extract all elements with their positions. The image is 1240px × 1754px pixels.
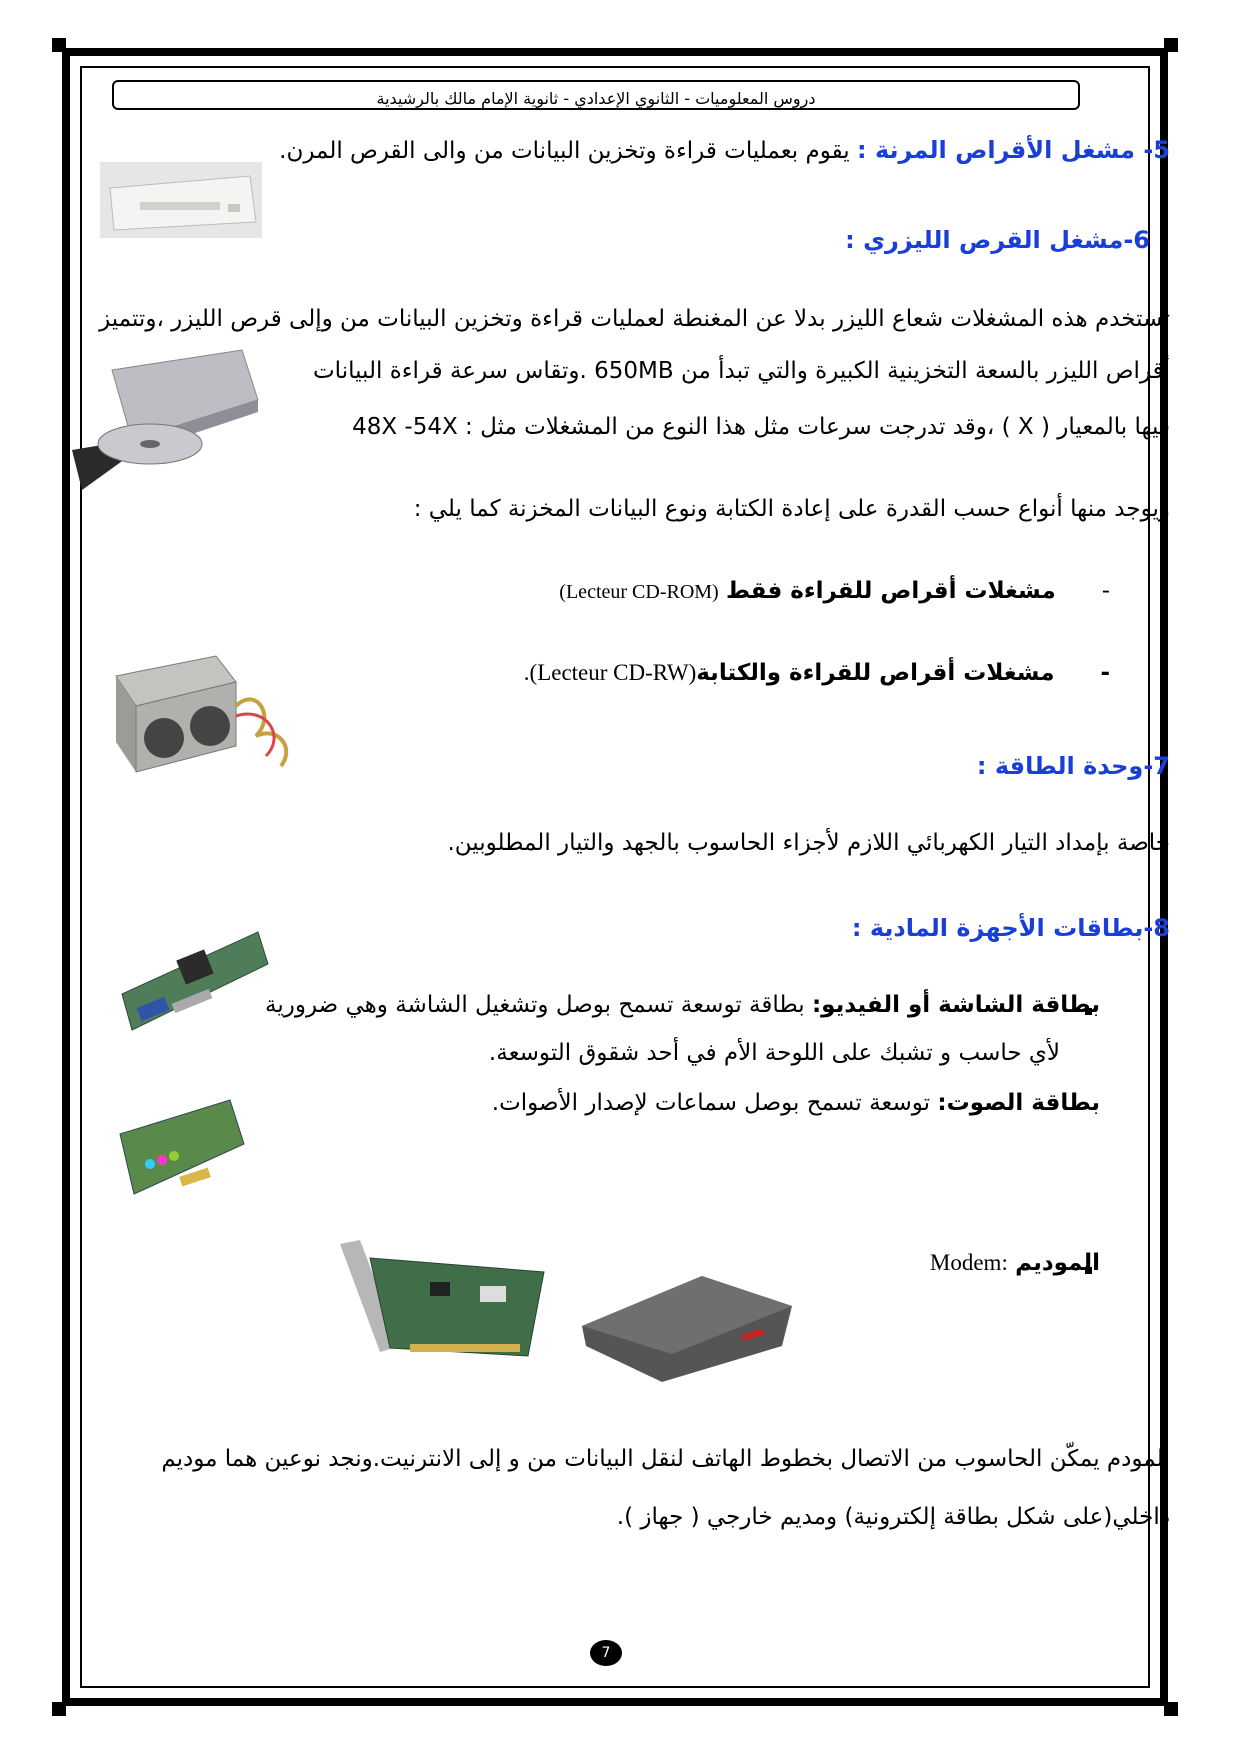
section8-heading: 8-بطاقات الأجهزة المادية : <box>851 914 1170 942</box>
sound-card-text: توسعة تسمح بوصل سماعات لإصدار الأصوات. <box>491 1090 938 1116</box>
section7-text: خاصة بإمداد التيار الكهربائي اللازم لأجزاء الحاسوب بالجهد والتيار المطلوبين. <box>447 830 1170 856</box>
section5-text: يقوم بعمليات قراءة وتخزين البيانات من والى القرص المرن. <box>279 138 857 164</box>
modem-label: الموديم <box>1015 1250 1100 1276</box>
section7-heading-line <box>977 752 1170 780</box>
sound-card-line <box>492 1090 1100 1116</box>
section6-line4: ويوجد منها أنواع حسب القدرة على إعادة الكتابة ونوع البيانات المخزنة كما يلي : <box>413 496 1170 522</box>
section6-line3: فيها بالمعيار ( X ) ،وقد تدرجت سرعات مثل هذا النوع من المشغلات مثل : 48X -54X <box>352 414 1170 440</box>
modem-latin: :Modem <box>929 1250 1008 1275</box>
video-card-image <box>108 924 272 1040</box>
section8-heading-line <box>852 914 1170 942</box>
section6-heading: 6-مشغل القرص الليزري : <box>845 226 1150 254</box>
cdrom-latin: (Lecteur CD-ROM) <box>559 581 719 603</box>
floppy-drive-image <box>100 162 262 238</box>
section6-line2: أقراص الليزر بالسعة التخزينية الكبيرة والتي تبدأ من 650MB .وتقاس سرعة قراءة البيانات <box>313 358 1170 384</box>
cdrw-label: مشغلات أقراص للقراءة والكتابة <box>696 660 1055 686</box>
sound-card-label: بطاقة الصوت: <box>937 1090 1100 1116</box>
section7-heading: 7-وحدة الطاقة : <box>976 752 1170 780</box>
internal-modem-image <box>340 1236 556 1366</box>
section5-heading: 5- مشغل الأقراص المرنة : <box>856 136 1170 164</box>
cdrom-item <box>559 578 1110 604</box>
video-card-line2: لأي حاسب و تشبك على اللوحة الأم في أحد شقوق التوسعة. <box>488 1040 1060 1066</box>
corner-ornament <box>1164 38 1178 52</box>
header-text: دروس المعلوميات - الثانوي الإعدادي - ثانوية الإمام مالك بالرشيدية <box>376 89 816 108</box>
page-number: 7 <box>590 1640 622 1666</box>
cd-drive-image <box>72 340 260 490</box>
cdrom-label: مشغلات أقراص للقراءة فقط <box>726 578 1056 604</box>
section6-line1: تستخدم هذه المشغلات شعاع الليزر بدلا عن المغنطة لعمليات قراءة وتخزين البيانات من وإلى قرص الليزر ،وتتميز <box>99 306 1170 332</box>
section6-heading-line <box>845 226 1150 254</box>
corner-ornament <box>52 1702 66 1716</box>
video-card-text: بطاقة توسعة تسمح بوصل وتشغيل الشاشة وهي ضرورية <box>265 992 812 1018</box>
dash: - <box>1100 660 1110 686</box>
cdrw-item <box>524 660 1110 686</box>
dash: - <box>1101 578 1110 604</box>
section5-line <box>279 136 1170 164</box>
page-header <box>112 80 1080 110</box>
power-supply-image <box>106 646 306 776</box>
sound-card-image <box>110 1094 250 1206</box>
corner-ornament <box>52 38 66 52</box>
video-card-line1 <box>265 992 1100 1018</box>
modem-description-line2: داخلي(على شكل بطاقة إلكترونية) ومديم خارجي ( جهاز ). <box>616 1504 1170 1530</box>
cdrw-latin: (Lecteur CD-RW). <box>523 660 697 685</box>
modem-description-line1: المودم يمكّن الحاسوب من الاتصال بخطوط الهاتف لنقل البيانات من و إلى الانترنيت.ونجد نوعين هما موديم <box>161 1446 1170 1472</box>
modem-item <box>930 1250 1100 1276</box>
external-modem-image <box>582 1256 798 1386</box>
video-card-label: بطاقة الشاشة أو الفيديو: <box>811 992 1100 1018</box>
corner-ornament <box>1164 1702 1178 1716</box>
